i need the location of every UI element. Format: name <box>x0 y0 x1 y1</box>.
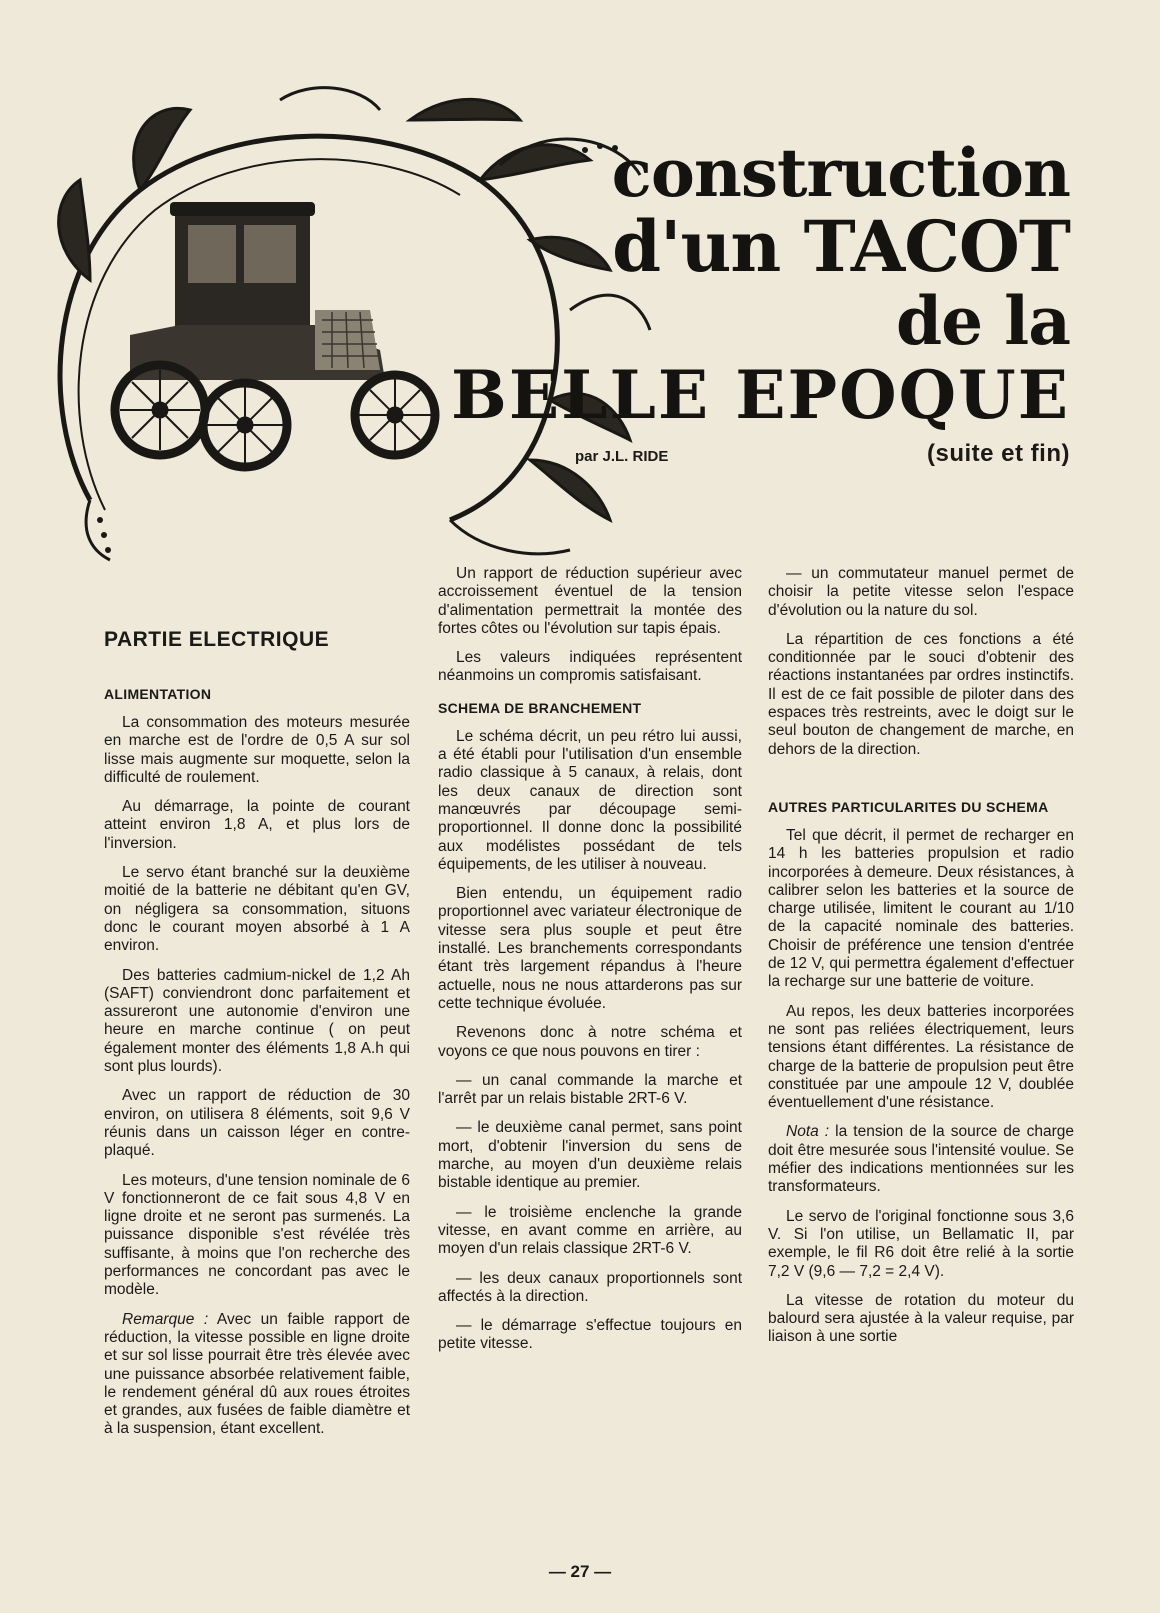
paragraph: La répartition de ces fonctions a été conditionnée par le souci d'obtenir des réactions instantanées par ordres instinctifs. Il est de ce fait possible de piloter dans des espaces très restreints, avec le doigt sur le seul bouton de changement de marche, en dehors de la direction. <box>768 630 1074 758</box>
subheading-autres: AUTRES PARTICULARITES DU SCHEMA <box>768 798 1049 815</box>
remarque-label: Remarque : <box>122 1310 209 1328</box>
article-title <box>451 134 1070 434</box>
paragraph: La vitesse de rotation du moteur du balourd sera ajustée à la valeur requise, par liaison à une sortie <box>768 1291 1074 1346</box>
paragraph-nota <box>768 1123 1074 1196</box>
list-item: — un canal commande la marche et l'arrêt par un relais bistable 2RT-6 V. <box>438 1071 742 1108</box>
list-item: — le démarrage s'effectue toujours en petite vitesse. <box>438 1317 742 1353</box>
subheading-alimentation: ALIMENTATION <box>104 686 212 702</box>
paragraph: Avec un rapport de réduction de 30 environ, on utilisera 8 éléments, soit 9,6 V réunis dans un caisson léger en contre-plaqué. <box>104 1087 410 1160</box>
paragraph: La consommation des moteurs mesurée en marche est de l'ordre de 0,5 A sur sol lisse mais augmente sur moquette, selon la difficulté de roulement. <box>104 714 410 786</box>
paragraph: Les valeurs indiquées représentent néanmoins un compromis satisfaisant. <box>438 649 742 685</box>
paragraph: Au repos, les deux batteries incorporées ne sont pas reliées électriquement, leurs tensions étant différentes. La résistance de charge de la batterie de propulsion peut être constituée par une ampoule 12 V, doublée éventuellement d'une résistance. <box>768 1002 1074 1112</box>
remarque-text: Avec un faible rapport de réduction, la vitesse possible en ligne droite et sur sol lisse pourrait être très élevée avec une puissance absorbée relativement faible, le rendement général dû aux roues étroites et grandes, aux fusées de faible diamètre et à la suspension, étant excellent. <box>104 1310 410 1438</box>
text-column-1 <box>104 686 410 1450</box>
author-byline: par J.L. RIDE <box>575 448 669 465</box>
title-line-1: construction <box>611 134 1070 212</box>
paragraph-remarque <box>104 1311 410 1439</box>
paragraph: Le schéma décrit, un peu rétro lui aussi, a été établi pour l'utilisation d'un ensemble radio classique à 5 canaux, à relais, dont les deux canaux de direction sont manœuvrés par découpage semi-proportionnel. Il donne donc la possibilité aux modélistes possédant de tels équipements, de les utiliser à nouveau. <box>438 727 742 873</box>
title-line-4: BELLE EPOQUE <box>451 356 1070 434</box>
page-number: — 27 — <box>548 1562 612 1581</box>
list-item: — le troisième enclenche la grande vitesse, en avant comme en arrière, au moyen d'un relais classique 2RT-6 V. <box>438 1203 742 1258</box>
list-item: — un commutateur manuel permet de choisir la petite vitesse selon l'espace d'évolution ou la nature du sol. <box>768 565 1074 619</box>
text-column-3 <box>768 565 1074 1358</box>
subheading-schema: SCHEMA DE BRANCHEMENT <box>438 699 642 716</box>
paragraph: Le servo étant branché sur la deuxième moitié de la batterie ne débitant qu'en GV, on négligera sa consommation, situons donc le courant moyen absorbé à 1 A environ. <box>104 864 410 955</box>
paragraph: Revenons donc à notre schéma et voyons ce que nous pouvons en tirer : <box>438 1024 742 1060</box>
paragraph: Le servo de l'original fonctionne sous 3,6 V. Si l'on utilise, un Bellamatic II, par exemple, le fil R6 doit être relié à la sortie 7,2 V (9,6 — 7,2 = 2,4 V). <box>768 1207 1074 1280</box>
nota-label: Nota : <box>786 1123 830 1141</box>
paragraph: Un rapport de réduction supérieur avec accroissement éventuel de la tension d'alimentation permettrait la montée des fortes côtes ou l'évolution sur tapis épais. <box>438 565 742 637</box>
subtitle-suite: (suite et fin) <box>927 440 1070 467</box>
paragraph: Les moteurs, d'une tension nominale de 6 V fonctionneront de ce fait sous 4,8 V en ligne droite et ne seront pas surmenés. La puissance disponible s'est révélée très suffisante, à moins que l'on recherche des performances ne concordant pas avec le modèle. <box>104 1171 410 1299</box>
list-item: — les deux canaux proportionnels sont affectés à la direction. <box>438 1269 742 1305</box>
paragraph: Tel que décrit, il permet de recharger en 14 h les batteries propulsion et radio incorporées à demeure. Deux résistances, à calibrer selon les batteries et la source de charge utilisée, limitent le courant au 1/10 de la capacité nominale des batteries. Choisir de préférence une tension d'entrée de 12 V, qui permettra également d'effectuer la recharge sur une batterie de voiture. <box>768 826 1074 991</box>
paragraph: Des batteries cadmium-nickel de 1,2 Ah (SAFT) conviendront donc parfaitement et assureront une autonomie d'environ une heure en marche continue ( on peut également monter des éléments 1,8 A.h qui sont plus lourds). <box>104 966 410 1076</box>
paragraph: Bien entendu, un équipement radio proportionnel avec variateur électronique de vitesse sera plus souple et peut être installé. Les branchements correspondants étant très largement répandus à l'heure actuelle, nous ne nous attarderons pas sur cette technique évoluée. <box>438 885 742 1012</box>
nota-text: la tension de la source de charge doit être mesurée sous l'intensité voulue. Se méfier des indications mentionnées sur les transformateurs. <box>768 1123 1074 1196</box>
section-title: PARTIE ELECTRIQUE <box>104 628 330 651</box>
paragraph: Au démarrage, la pointe de courant atteint environ 1,8 A, et plus lors de l'inversion. <box>104 798 410 852</box>
text-column-2 <box>438 565 742 1365</box>
title-line-3: de la <box>896 282 1070 360</box>
title-line-2: d'un TACOT <box>612 205 1070 288</box>
list-item: — le deuxième canal permet, sans point mort, d'obtenir l'inversion du sens de marche, au moyen d'un deuxième relais bistable identique au premier. <box>438 1119 742 1192</box>
